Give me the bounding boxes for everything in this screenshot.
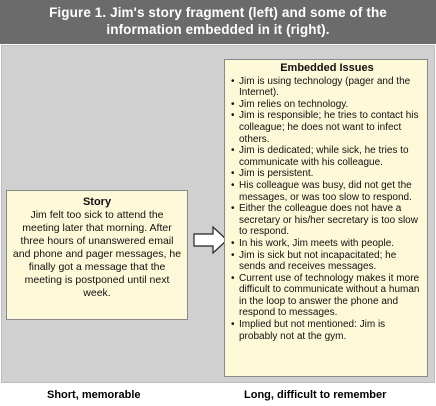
bullet-icon: • bbox=[231, 145, 235, 157]
bullet-icon: • bbox=[231, 110, 235, 122]
issue-item: • Jim is persistent. bbox=[231, 168, 314, 180]
figure-title-line-1: Figure 1. Jim's story fragment (left) and some of the bbox=[49, 5, 387, 20]
story-title: Story bbox=[82, 196, 112, 208]
issue-item: • Jim is dedicated; while sick, he tries to communicate with his colleague. bbox=[231, 145, 409, 168]
bullet-icon: • bbox=[231, 249, 235, 261]
story-text: Jim felt too sick to attend the meeting later that morning. After three hours of unanswered email and phone and pager messages, he finally got a message that the meeting is postponed until next week. bbox=[12, 209, 182, 299]
figure-title-line-2: information embedded in it (right). bbox=[106, 22, 330, 37]
issue-item: • His colleague was busy, did not get the messages, or was too slow to respond. bbox=[231, 179, 412, 203]
bullet-icon: • bbox=[231, 237, 235, 249]
figure-footer bbox=[0, 383, 436, 406]
story-box bbox=[6, 190, 188, 320]
figure-header bbox=[0, 0, 436, 44]
bullet-icon: • bbox=[231, 179, 235, 191]
issue-item: • Either the colleague does not have a secretary or his/her secretary is too slow to respond. bbox=[231, 203, 418, 238]
issue-item: • Current use of technology makes it more difficult to communicate without a human in the loop to answer the phone and respond to messages. bbox=[231, 272, 420, 319]
issues-title: Embedded Issues bbox=[280, 62, 374, 74]
arrow-shape bbox=[194, 227, 227, 253]
issues-box bbox=[224, 59, 428, 377]
right-caption: Long, difficult to remember bbox=[244, 389, 387, 401]
issue-item: • Jim is sick but not incapacitated; he sends and receives messages. bbox=[231, 249, 397, 273]
issue-item: • In his work, Jim meets with people. bbox=[231, 237, 395, 249]
issue-item: • Jim relies on technology. bbox=[231, 98, 349, 110]
issue-item: • Implied but not mentioned: Jim is probably not at the gym. bbox=[231, 319, 386, 342]
bullet-icon: • bbox=[231, 272, 235, 284]
issue-item: • Jim is responsible; he tries to contact his colleague; he does not want to infect others. bbox=[231, 110, 419, 145]
bullet-icon: • bbox=[231, 319, 235, 331]
left-caption: Short, memorable bbox=[47, 389, 141, 401]
issue-item: • Jim is using technology (pager and the Internet). bbox=[231, 75, 411, 99]
issues-list bbox=[231, 76, 423, 343]
bullet-icon: • bbox=[231, 203, 235, 215]
bullet-icon: • bbox=[231, 75, 235, 87]
bullet-icon: • bbox=[231, 98, 235, 110]
bullet-icon: • bbox=[231, 168, 235, 180]
figure-panel bbox=[1, 45, 435, 383]
